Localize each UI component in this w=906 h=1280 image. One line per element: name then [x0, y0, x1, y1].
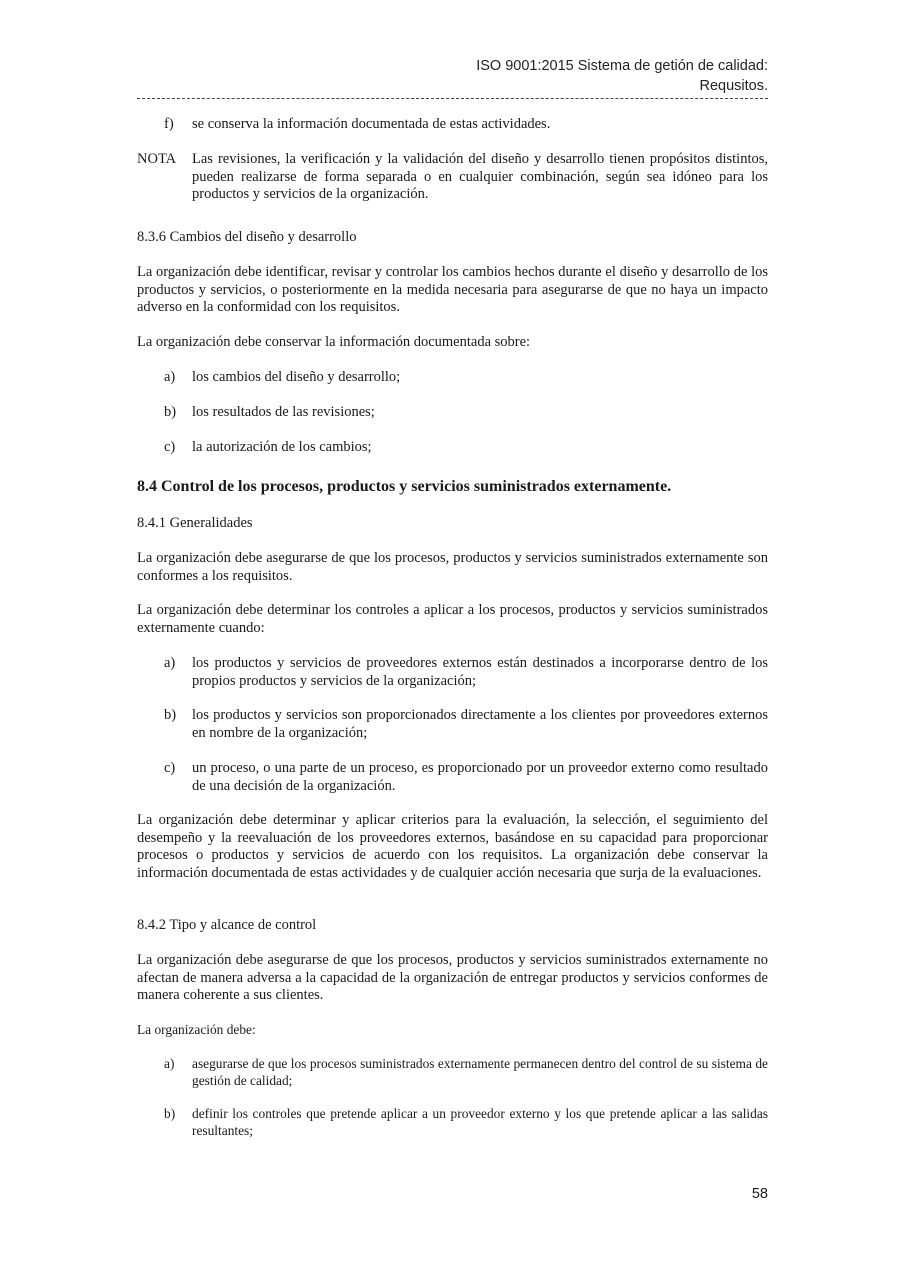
- list-text: los productos y servicios de proveedores externos están destinados a incorporarse dentro de los propios productos y servicios de la organización;: [192, 655, 768, 689]
- paragraph: La organización debe:: [137, 1022, 256, 1037]
- list-marker: c): [164, 760, 176, 776]
- paragraph: La organización debe identificar, revisar y controlar los cambios hechos durante el diseño y desarrollo de los productos y servicios, o posteriormente en la medida necesaria para asegurarse de que no haya un impacto adverso en la conformidad con los requisitos.: [137, 264, 768, 316]
- list-text: definir los controles que pretende aplicar a un proveedor externo y los que pretende aplicar a las salidas resultantes;: [192, 1106, 768, 1138]
- list-item: [137, 655, 768, 690]
- list-marker: b): [164, 1106, 176, 1121]
- section-heading: 8.4.1 Generalidades: [137, 515, 253, 531]
- list-item: [137, 116, 768, 134]
- paragraph: La organización debe asegurarse de que los procesos, productos y servicios suministrados externamente son conformes a los requisitos.: [137, 550, 768, 584]
- list-marker: c): [164, 439, 176, 455]
- paragraph: La organización debe determinar los controles a aplicar a los procesos, productos y servicios suministrados externamente cuando:: [137, 602, 768, 636]
- list-marker: b): [164, 404, 177, 420]
- page-number: 58: [751, 1186, 768, 1202]
- list-text: los resultados de las revisiones;: [192, 404, 375, 420]
- list-text: los cambios del diseño y desarrollo;: [192, 369, 401, 385]
- list-marker: b): [164, 707, 177, 723]
- list-text: los productos y servicios son proporcionados directamente a los clientes por proveedores externos en nombre de la organización;: [192, 707, 768, 741]
- note-label: NOTA: [137, 151, 177, 167]
- list-item: [137, 1055, 768, 1089]
- paragraph: La organización debe determinar y aplicar criterios para la evaluación, la selección, el seguimiento del desempeño y la reevaluación de los proveedores externos, basándose en su capacidad para proporcionar procesos o productos y servicios de acuerdo con los requisitos. La organización debe conservar la información documentada de estas actividades y de cualquier acción necesaria que surja de la evaluaciones.: [137, 812, 768, 881]
- header-subtitle: Requsitos.: [699, 78, 768, 94]
- list-text: un proceso, o una parte de un proceso, es proporcionado por un proveedor externo como resultado de una decisión de la organización.: [192, 760, 768, 794]
- list-item: [137, 1105, 768, 1139]
- list-text: la autorización de los cambios;: [192, 439, 372, 455]
- list-text: se conserva la información documentada de estas actividades.: [192, 116, 551, 132]
- list-text: asegurarse de que los procesos suministrados externamente permanecen dentro del control de su sistema de gestión de calidad;: [192, 1056, 768, 1088]
- header-divider: [137, 98, 768, 99]
- list-marker: a): [164, 655, 176, 671]
- section-title: 8.4 Control de los procesos, productos y servicios suministrados externamente.: [137, 478, 672, 495]
- list-item: [137, 369, 768, 387]
- paragraph: La organización debe conservar la información documentada sobre:: [137, 334, 531, 350]
- running-header: [137, 56, 768, 96]
- list-marker: f): [164, 116, 174, 132]
- header-title: ISO 9001:2015 Sistema de getión de calidad:: [476, 58, 768, 74]
- section-heading: 8.3.6 Cambios del diseño y desarrollo: [137, 229, 357, 245]
- note: [137, 151, 768, 204]
- section-heading: 8.4.2 Tipo y alcance de control: [137, 917, 317, 933]
- list-marker: a): [164, 1056, 175, 1071]
- list-marker: a): [164, 369, 176, 385]
- list-item: [137, 707, 768, 742]
- list-item: [137, 439, 768, 457]
- list-item: [137, 404, 768, 422]
- paragraph: La organización debe asegurarse de que los procesos, productos y servicios suministrados externamente no afectan de manera adversa a la capacidad de la organización de entregar productos y servicios conformes de manera coherente a sus clientes.: [137, 952, 768, 1004]
- list-item: [137, 760, 768, 795]
- note-text: Las revisiones, la verificación y la validación del diseño y desarrollo tienen propósitos distintos, pueden realizarse de forma separada o en cualquier combinación, según sea idóneo para los productos y servicios de la organización.: [192, 151, 768, 203]
